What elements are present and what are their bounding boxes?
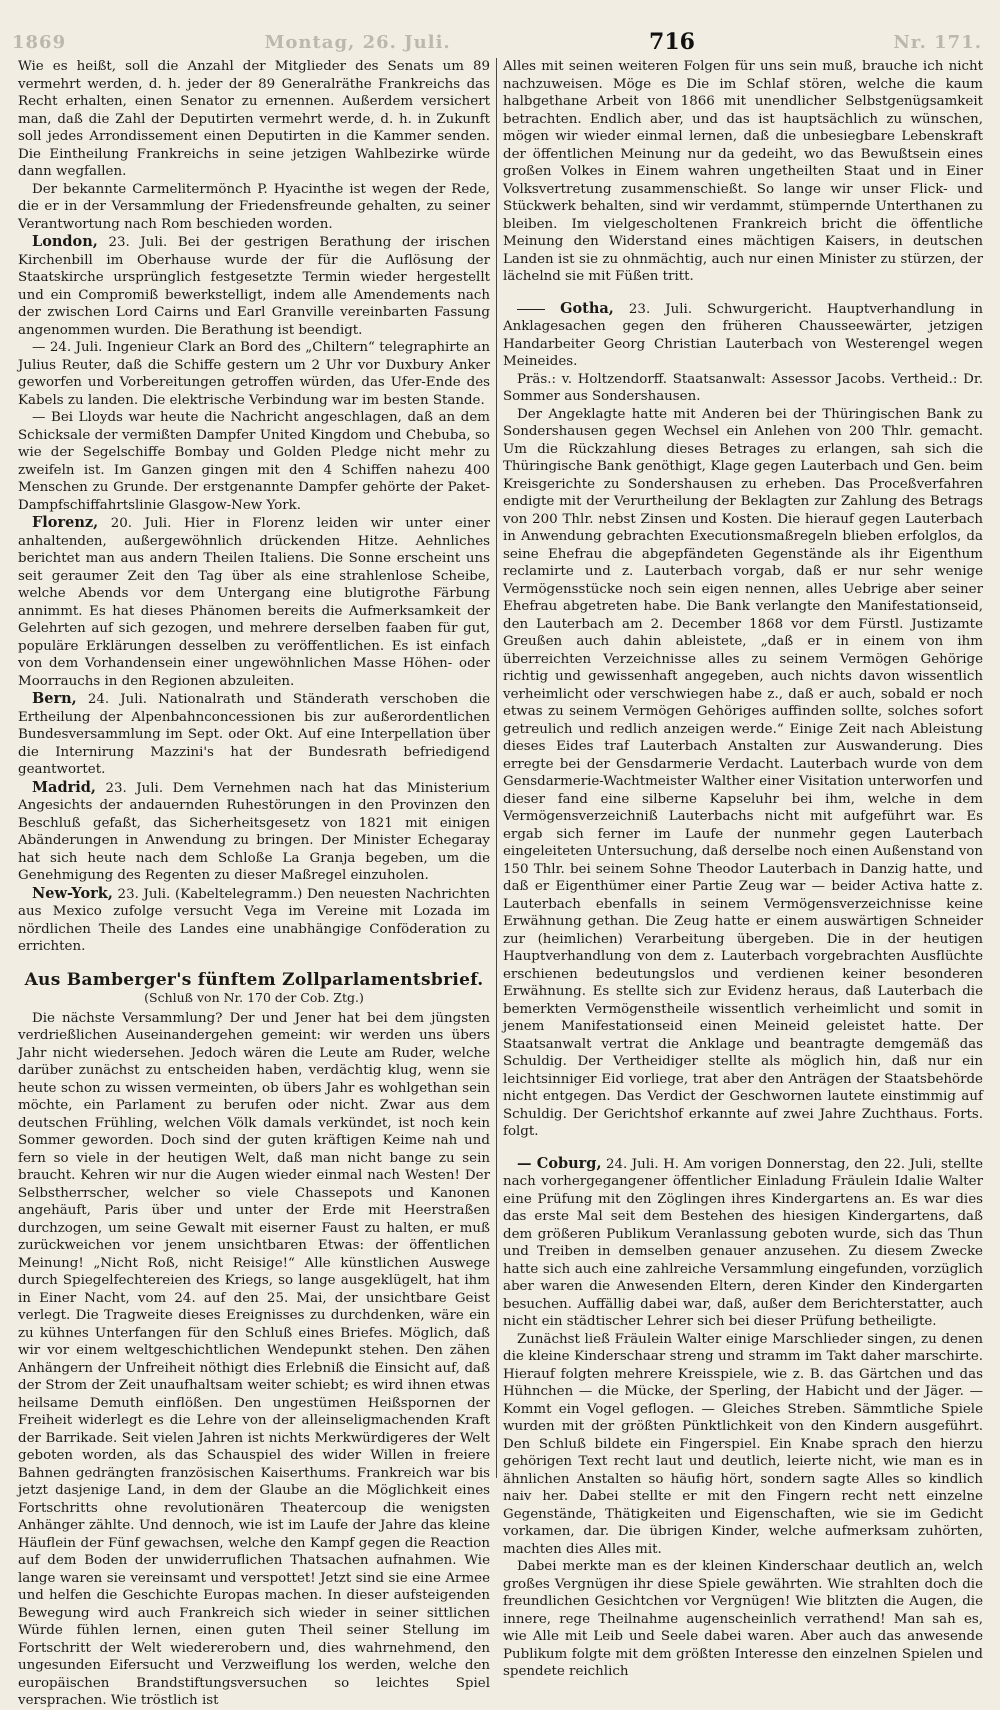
london-article — [18, 233, 490, 339]
dateline-madrid: Madrid, — [32, 778, 96, 796]
gotha-trial-report: Der Angeklagte hatte mit Anderen bei der Thüringischen Bank zu Sondershausen gegen Wechsel ein Anlehen von 200 Thlr. gemacht. Um die Rückzahlung dieses Betrages zu erlangen, sah sich die Thüringische Bank genöthigt, Klage gegen Lauterbach und Gen. beim Kreisgerichte zu Sondershausen zu erheben. Das Proceßverfahren endigte mit der Verurtheilung der Beklagten zur Zahlung des Betrags von 200 Thlr. nebst Zinsen und Kosten. Die hierauf gegen Lauterbach in Anwendung gebrachten Executionsmaßregeln blieben erfolglos, da seine Ehefrau die abgepfändeten Gegenstände als ihr Eigenthum reclamirte und z. Lauterbach vorgab, daß er nur sehr wenige Vermögensstücke noch sein eigen nennen, alles Uebrige aber seiner Ehefrau abgetreten habe. Die Bank verlangte den Manifestationseid, den Lauterbach am 2. December 1868 vor dem Fürstl. Justizamte Greußen auch dahin ableistete, „daß er in einem von ihm überreichten Verzeichnisse alles zu seinem Vermögen Gehörige richtig und gewissenhaft angegeben, auch nichts davon wissentlich verheimlicht oder verschwiegen habe z., daß er auch, sobald er noch etwas zu seinem Vermögen Gehöriges auffinden sollte, solches sofort getreulich und redlich anzeigen werde.“ Einige Zeit nach Ableistung dieses Eides traf Lauterbach Anstalten zur Auswanderung. Dies erregte bei der Gensdarmerie Verdacht. Lauterbach wurde von dem Gensdarmerie-Wachtmeister Walther einer Visitation unterworfen und dieser fand eine silberne Kapseluhr bei ihm, welche in dem Vermögensverzeichniß Lauterbachs nicht mit aufgeführt war. Es ergab sich ferner im Laufe der nunmehr gegen Lauterbach eingeleiteten Untersuchung, daß derselbe noch einen Außenstand von 150 Thlr. bei seinem Sohne Theodor Lauterbach in Danzig hatte, und daß er Eigenthümer einer Partie Zeug war — beider Activa hatte z. Lauterbach ebenfalls in seinem Vermögensverzeichnisse keine Erwähnung gethan. Die Zeug hatte er einem auswärtigen Schneider zur (heimlichen) Verarbeitung übergeben. Die in der heutigen Hauptverhandlung von dem z. Lauterbach vorgebrachten Ausflüchte erschienen bedeutungslos und verdienen keiner besonderen Erwähnung. Es stellte sich zur Evidenz heraus, daß Lauterbach die bemerkten Vermögenstheile wissentlich verheimlicht und somit in jenem Manifestationseid einen Meineid geleistet hatte. Der Staatsanwalt vertrat die Anklage und beantragte demgemäß das Schuldig. Der Vertheidiger stellte als möglich hin, daß nur ein leichtsinniger Eid vorliege, trat aber den Anträgen der Staatsbehörde nicht entgegen. Das Verdict der Geschwornen lautete einstimmig auf Schuldig. Der Gerichtshof erkannte auf zwei Jahre Zuchthaus. Forts. folgt. — [503, 406, 983, 1139]
bleed-through-year: 1869 — [12, 31, 67, 53]
coburg-games-paragraph: Zunächst ließ Fräulein Walter einige Marschlieder singen, zu denen die kleine Kinderschaar streng und stramm im Takt daher marschirte. Hierauf folgten mehrere Kreisspiele, wie z. B. das Gärtchen und das Hühnchen — die Mücke, der Sperling, der Habicht und der Jäger. — Kommt ein Vogel geflogen. — Gleiches Streben. Sämmtliche Spiele wurden mit der größten Pünktlichkeit von den Kindern ausgeführt. Den Schluß bildete ein Fingerspiel. Ein Knabe sprach den hierzu gehörigen Text recht laut und deutlich, leierte nicht, wie man es in ähnlichen Anstalten so häufig hört, sondern sagte Alles so kindlich naiv her. Dabei stellte er mit den Fingern recht nett einzelne Gegenstände, Thätigkeiten und Eigenschaften, wie sie im Gedicht vorkamen, dar. Die übrigen Kinder, welche aufmerksam zuhörten, machten dies Alles mit. — [503, 1331, 983, 1557]
dateline-gotha: Gotha, — [560, 299, 614, 317]
date-bern: 24. Juli. — [87, 692, 148, 707]
article-separator — [503, 1141, 983, 1155]
gotha-body: Schwurgericht. Hauptverhandlung in Anklagesachen gegen den früheren Chausseewärter, jetzigen Handarbeiter Georg Christian Lauterbach von Westerengel wegen Meineides. — [503, 301, 983, 369]
newyork-body: (Kabeltelegramm.) Den neuesten Nachrichten aus Mexico zufolge versucht Vega im Vereine mit Lozada im nördlichen Theile des Landes eine unabhängige Conföderation zu errichten. — [18, 886, 490, 954]
bleed-through-issue: Nr. 171. — [893, 31, 982, 53]
bamberger-letter-body: Die nächste Versammlung? Der und Jener hat bei dem jüngsten verdrießlichen Auseinandergehen gemeint: wir werden uns übers Jahr nicht wiedersehen. Jedoch wären die Leute am Ruder, welche darüber zunächst zu entscheiden haben, verdächtig klug, wenn sie heute schon zu wissen vermeinten, ob übers Jahr es wohlgethan sein möchte, ein Parlament zu berufen oder nicht. Zwar aus dem deutschen Frühling, welchen Völk damals verkündet, ist noch kein Sommer geworden. Doch sind der guten kräftigen Keime nah und fern so viele in der heutigen Welt, daß man nicht bange zu sein braucht. Kehren wir nur die Augen wieder einmal nach Westen! Der Selbstherrscher, welcher so viele Chassepots und Kanonen angehäuft, Paris über und unter der Erde mit Heerstraßen durchzogen, um seine Gewalt mit eiserner Faust zu halten, er muß zurückweichen vor jenem unsichtbaren Etwas: der öffentlichen Meinung! „Nicht Roß, nicht Reisige!“ Alle künstlichen Auswege durch Spiegelfechtereien des Kriegs, so lange ausgeklügelt, hat ihm in Einer Nacht, vom 24. auf den 25. Mai, der unsichtbare Geist verlegt. Die Tragweite dieses Ereignisses zu durchdenken, wäre ein zu kühnes Unterfangen für den Schluß eines Briefes. Möglich, daß wir vor einem weltgeschichtlichen Wendepunkt stehen. Den zähen Anhängern der Unfreiheit nöthigt dies Erlebniß die Einsicht auf, daß der Strom der Zeit unaufhaltsam weiter schiebt; es wird ihnen etwas heilsame Demuth einflößen. Den ungestümen Heißspornen der Freiheit widerlegt es die Lehre von der alleinseligmachenden Kraft der Barrikade. Seit vielen Jahren ist nichts Merkwürdigeres der Welt geboten worden, als das Schauspiel des wider Willen in freiere Bahnen gedrängten französischen Kaiserthums. Frankreich war bis jetzt dasjenige Land, in dem der Glaube an die Möglichkeit eines Fortschritts ohne revolutionären Theatercoup die wenigsten Anhänger zählte. Und dennoch, wie ist im Laufe der Jahre das kleine Häuflein der Fünf gewachsen, welche den Kampf gegen die Reaction auf dem Boden der unwiderruflichen Thatsachen aufnahmen. Wie lange waren sie vereinsamt und verspottet! Jetzt sind sie eine Armee und helfen die Geschichte Europas machen. In dieser aufsteigenden Bewegung wird auch Frankreich sich wieder in seiner sittlichen Würde fühlen lernen, einen guten Theil seiner Stellung im Fortschritt der Welt wiedererobern und, dies wahrnehmend, den ungesunden Eifersucht und Verzweiflung los werden, welche den europäischen Brandstiftungsversuchen so leichtes Spiel versprachen. Wie tröstlich ist — [18, 1010, 490, 1708]
right-column — [503, 58, 983, 1679]
author-mark: H. — [663, 1156, 680, 1172]
date-coburg: 24. Juli. — [606, 1156, 659, 1172]
hyacinthe-paragraph: Der bekannte Carmelitermönch P. Hyacinthe ist wegen der Rede, die er in der Versammlung der Friedensfreunde gehalten, zu seiner Verantwortung nach Rom beschieden worden. — [18, 181, 490, 232]
date-florenz: 20. Juli. — [110, 516, 172, 531]
paris-senate-paragraph: Wie es heißt, soll die Anzahl der Mitglieder des Senats um 89 vermehrt werden, d. h. jeder der 89 Generalräthe Frankreichs das Recht erhalten, einen Senator zu ernennen. Außerdem versichert man, daß die Zahl der Deputirten vermehrt werde, d. h. in Zukunft soll jedes Arrondissement einen Deputirten in die Kammer senden. Die Eintheilung Frankreichs in seine jetzigen Wahlbezirke würde dann wegfallen. — [18, 59, 490, 179]
section-subtitle: (Schluß von Nr. 170 der Cob. Ztg.) — [144, 989, 364, 1005]
page-number: 716 — [649, 29, 695, 55]
bleed-through-date: Montag, 26. Juli. — [264, 31, 451, 53]
coburg-closing-paragraph: Dabei merkte man es der kleinen Kinderschaar deutlich an, welch großes Vergnügen ihr diese Spiele gewährten. Wie strahlten doch die freundlichen Gesichtchen vor Vergnügen! Wie blitzten die Augen, die innere, rege Theilnahme augenscheinlich verrathend! Man sah es, wie Alle mit Leib und Seele dabei waren. Aber auch das anwesende Publikum folgte mit dem größten Interesse den einzelnen Spielen und spendete reichlich — [503, 1559, 983, 1679]
dateline-london: London, — [32, 233, 98, 250]
bern-body: Nationalrath und Ständerath verschoben die Ertheilung der Alpenbahnconcessionen bis zur außerordentlichen Bundesversammlung im Sept. oder Okt. Auf eine Interpellation über die Internirung Mazzini's hat der Bundesrath befriedigend geantwortet. — [18, 692, 490, 777]
separator-dash — [517, 309, 545, 310]
madrid-body: Dem Vernehmen nach hat das Ministerium Angesichts der andauernden Ruhestörungen in den Provinzen den Beschluß gefaßt, das Sicherheitsgesetz von 1821 mit einigen Abänderungen in Anwendung zu bringen. Der Minister Echegaray hat sich heute nach dem Schloße La Granja begeben, um die Genehmigung des Regenten zu dieser Maßregel einzuholen. — [18, 780, 490, 883]
bern-article — [18, 690, 490, 779]
dateline-newyork: New-York, — [32, 884, 113, 902]
gotha-court-line: Präs.: v. Holtzendorff. Staatsanwalt: Assessor Jacobs. Vertheid.: Dr. Sommer aus Sondershausen. — [503, 371, 983, 404]
date-gotha: 23. Juli. — [628, 301, 693, 317]
coburg-body: Am vorigen Donnerstag, den 22. Juli, stellte nach vorhergegangener öffentlicher Einladung Fräulein Idalie Walter eine Prüfung mit den Zöglingen ihres Kindergartens an. Es war dies das erste Mal seit dem Bestehen des hiesigen Kindergartens, daß dem größeren Publikum Veranlassung geboten wurde, sich das Thun und Treiben in demselben genauer anzusehen. Zu diesem Zwecke hatte sich auch eine zahlreiche Versammlung eingefunden, vorzüglich aber waren die Anwesenden Eltern, deren Kinder den Kindergarten besuchen. Auffällig dabei war, daß, außer dem Berichterstatter, auch nicht ein städtischer Lehrer sich bei dieser Prüfung betheiligte. — [503, 1156, 983, 1329]
madrid-article — [18, 779, 490, 885]
gotha-article — [503, 300, 983, 371]
coburg-article — [503, 1155, 983, 1331]
left-column — [18, 58, 490, 1708]
florenz-body: Hier in Florenz leiden wir unter einer anhaltenden, außergewöhnlich drückenden Hitze. Aehnliches berichtet man aus andern Theilen Italiens. Die Sonne erscheint uns seit geraumer Zeit den Tag über als eine strahlenlose Scheibe, welche Abends vor dem Untergang eine blutigrothe Färbung annimmt. Es hat dieses Phänomen bereits die Aufmerksamkeit der Gelehrten auf sich gezogen, und mehrere derselben faaben für gut, populäre Erklärungen desselben zu veröffentlichen. Es ist einfach von dem Vorhandensein einer ungewöhnlichen Masse Höhen- oder Moorrauchs in den Regionen abzuleiten. — [18, 516, 490, 689]
newyork-article — [18, 885, 490, 956]
london-body: Bei der gestrigen Berathung der irischen Kirchenbill im Oberhause wurde der für die Auflösung der Staatskirche ursprünglich festgesetzte Termin wieder hergestellt und ein Compromiß bewerkstelligt, indem alle Amendements nach der zwischen Lord Cairns und Earl Granville vereinbarten Fassung angenommen wurden. Die Berathung ist beendigt. — [18, 235, 490, 338]
article-separator — [503, 286, 983, 300]
lloyds-paragraph: — Bei Lloyds war heute die Nachricht angeschlagen, daß an dem Schicksale der vermißten Dampfer United Kingdom und Chebuba, so wie der Segelschiffe Bombay und Golden Pledge nicht mehr zu zweifeln ist. Im Ganzen gingen mit den 4 Schiffen nahezu 400 Menschen zu Grunde. Der erstgenannte Dampfer gehörte der Paket-Dampfschiffahrtslinie Glasgow-New York. — [18, 410, 490, 513]
london-cable-paragraph: — 24. Juli. Ingenieur Clark an Bord des „Chiltern“ telegraphirte an Julius Reuter, daß die Schiffe gestern um 2 Uhr vor Duxbury Anker geworfen und Vorbereitungen getroffen würden, das Ufer-Ende des Kabels zu landen. Die elektrische Verbindung war im besten Stande. — [18, 340, 490, 408]
date-london: 23. Juli. — [108, 235, 168, 250]
date-madrid: 23. Juli. — [105, 780, 164, 796]
dateline-florenz: Florenz, — [32, 514, 99, 531]
dateline-coburg: — Coburg, — [517, 1154, 602, 1172]
section-title: Aus Bamberger's fünftem Zollparlamentsbrief. — [24, 969, 484, 990]
florenz-article — [18, 514, 490, 690]
bamberger-letter-continuation: Alles mit seinen weiteren Folgen für uns sein muß, brauche ich nicht nachzuweisen. Möge es Die im Schlaf stören, welche die kaum halbgethane Arbeit von 1866 mit unendlicher Selbstgenügsamkeit betrachten. Endlich aber, und das ist hauptsächlich zu wünschen, mögen wir wieder einmal lernen, daß die unbesiegbare Lebenskraft der öffentlichen Meinung nur da gedeiht, wo das Bewußtsein eines großen Volkes in Einem wahren ungetheilten Staat und in Einer Volksvertretung zusammenschießt. So lange wir unser Flick- und Stückwerk behalten, sind wir verdammt, stümpernde Unterthanen zu bleiben. Im vielgescholtenen Frankreich bricht die öffentliche Meinung den Widerstand eines mächtigen Kaisers, in deutschen Landen ist sie zu ohnmächtig, auch nur einen Minister zu stürzen, der lächelnd sie mit Füßen tritt. — [503, 59, 983, 284]
page-header — [12, 28, 982, 56]
dateline-bern: Bern, — [32, 690, 77, 707]
column-divider — [496, 58, 497, 1478]
date-newyork: 23. Juli. — [117, 886, 171, 902]
